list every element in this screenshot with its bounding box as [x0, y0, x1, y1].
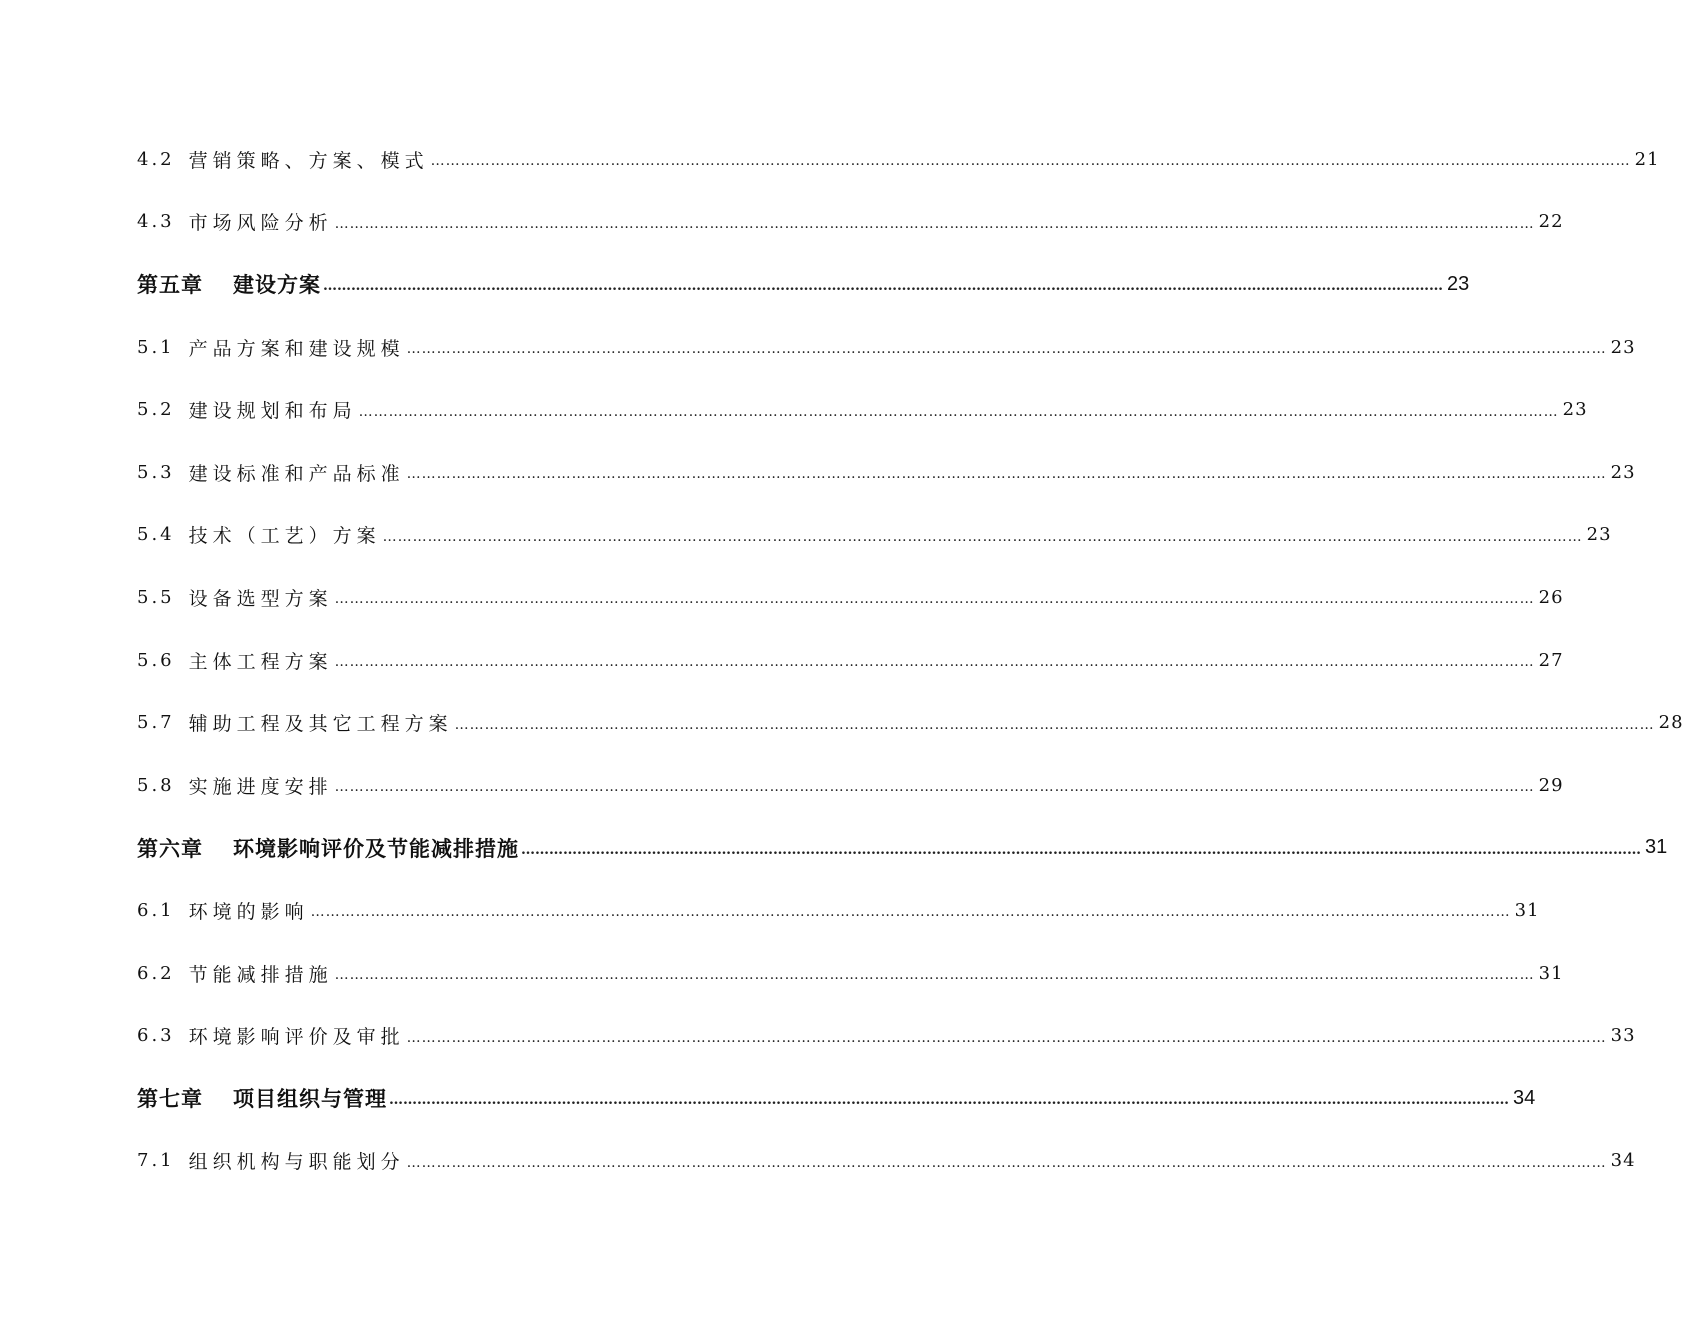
- page-number: 21: [1634, 148, 1660, 170]
- dot-leader: ……………………………………………………………………………………………………………………………………………………………………………………………………………………: [389, 1092, 1509, 1109]
- section-number: 7.1: [137, 1150, 175, 1172]
- chapter-label: 第七章: [137, 1087, 203, 1112]
- page-number: 31: [1645, 836, 1668, 859]
- dot-leader: ……………………………………………………………………………………………………………………………………………………………………………………………………………………: [323, 278, 1443, 295]
- toc-section-entry[interactable]: [137, 316, 1636, 379]
- dot-leader: ……………………………………………………………………………………………………………………………………………………………………………………………………………………: [406, 1029, 1607, 1046]
- dot-leader: ……………………………………………………………………………………………………………………………………………………………………………………………………………………: [382, 528, 1583, 545]
- entry-title: 辅助工程及其它工程方案: [188, 713, 453, 736]
- section-number: 5.8: [137, 774, 175, 796]
- entry-title: 主体工程方案: [188, 650, 333, 673]
- dot-leader: ……………………………………………………………………………………………………………………………………………………………………………………………………………………: [406, 341, 1607, 358]
- entry-title: 产品方案和建设规模: [188, 337, 405, 360]
- chapter-label: 第五章: [137, 273, 203, 298]
- dot-leader: ……………………………………………………………………………………………………………………………………………………………………………………………………………………: [406, 466, 1607, 483]
- section-number: 6.2: [137, 962, 175, 984]
- page-number: 31: [1538, 962, 1564, 984]
- dot-leader: ……………………………………………………………………………………………………………………………………………………………………………………………………………………: [334, 654, 1535, 671]
- section-number: 5.7: [137, 712, 175, 734]
- dot-leader: ……………………………………………………………………………………………………………………………………………………………………………………………………………………: [358, 403, 1559, 420]
- table-of-contents: [137, 128, 1684, 1192]
- entry-title: 实施进度安排: [188, 775, 333, 798]
- dot-leader: ……………………………………………………………………………………………………………………………………………………………………………………………………………………: [454, 716, 1655, 733]
- dot-leader: ……………………………………………………………………………………………………………………………………………………………………………………………………………………: [430, 153, 1631, 170]
- toc-chapter-entry[interactable]: [137, 817, 1668, 880]
- page-number: 27: [1538, 649, 1564, 671]
- toc-section-entry[interactable]: [137, 879, 1540, 942]
- dot-leader: ……………………………………………………………………………………………………………………………………………………………………………………………………………………: [334, 967, 1535, 984]
- toc-section-entry[interactable]: [137, 378, 1588, 441]
- page-number: 23: [1586, 524, 1612, 546]
- section-number: 4.2: [137, 148, 175, 170]
- page-number: 26: [1538, 586, 1564, 608]
- entry-title: 环境影响评价及审批: [188, 1026, 405, 1049]
- section-number: 6.1: [137, 899, 175, 921]
- toc-section-entry[interactable]: [137, 942, 1564, 1005]
- entry-title: 技术（工艺）方案: [188, 525, 381, 548]
- entry-title: 节能减排措施: [188, 963, 333, 986]
- page-number: 28: [1658, 712, 1684, 734]
- section-number: 5.5: [137, 586, 175, 608]
- section-number: 5.6: [137, 649, 175, 671]
- page-number: 29: [1538, 774, 1564, 796]
- chapter-label: 第六章: [137, 836, 203, 861]
- toc-section-entry[interactable]: [137, 504, 1612, 567]
- toc-chapter-entry[interactable]: [137, 1067, 1536, 1130]
- section-number: 6.3: [137, 1025, 175, 1047]
- page-number: 23: [1610, 461, 1636, 483]
- entry-title: 市场风险分析: [188, 212, 333, 235]
- page-number: 31: [1514, 899, 1540, 921]
- toc-section-entry[interactable]: [137, 441, 1636, 504]
- toc-section-entry[interactable]: [137, 191, 1564, 254]
- entry-title: 建设方案: [233, 273, 321, 298]
- entry-title: 环境影响评价及节能减排措施: [233, 836, 519, 861]
- toc-section-entry[interactable]: [137, 629, 1564, 692]
- section-number: 5.3: [137, 461, 175, 483]
- dot-leader: ……………………………………………………………………………………………………………………………………………………………………………………………………………………: [334, 215, 1535, 232]
- entry-title: 环境的影响: [188, 900, 309, 923]
- dot-leader: ……………………………………………………………………………………………………………………………………………………………………………………………………………………: [521, 841, 1641, 858]
- page-number: 34: [1513, 1086, 1536, 1109]
- section-number: 5.1: [137, 336, 175, 358]
- toc-section-entry[interactable]: [137, 566, 1564, 629]
- toc-section-entry[interactable]: [137, 691, 1684, 754]
- entry-title: 建设规划和布局: [188, 400, 357, 423]
- page-number: 23: [1610, 336, 1636, 358]
- toc-section-entry[interactable]: [137, 128, 1660, 191]
- section-number: 4.3: [137, 211, 175, 233]
- toc-section-entry[interactable]: [137, 1004, 1636, 1067]
- page-number: 33: [1610, 1025, 1636, 1047]
- dot-leader: ……………………………………………………………………………………………………………………………………………………………………………………………………………………: [334, 591, 1535, 608]
- dot-leader: ……………………………………………………………………………………………………………………………………………………………………………………………………………………: [334, 779, 1535, 796]
- toc-chapter-entry[interactable]: [137, 253, 1470, 316]
- page-number: 34: [1610, 1150, 1636, 1172]
- dot-leader: ……………………………………………………………………………………………………………………………………………………………………………………………………………………: [310, 904, 1511, 921]
- toc-section-entry[interactable]: [137, 754, 1564, 817]
- entry-title: 营销策略、方案、模式: [188, 149, 429, 172]
- entry-title: 项目组织与管理: [233, 1087, 387, 1112]
- entry-title: 建设标准和产品标准: [188, 462, 405, 485]
- entry-title: 组织机构与职能划分: [188, 1151, 405, 1174]
- entry-title: 设备选型方案: [188, 587, 333, 610]
- page-number: 23: [1562, 399, 1588, 421]
- section-number: 5.4: [137, 524, 175, 546]
- page-number: 23: [1447, 272, 1470, 295]
- toc-section-entry[interactable]: [137, 1130, 1636, 1193]
- page-number: 22: [1538, 211, 1564, 233]
- section-number: 5.2: [137, 399, 175, 421]
- dot-leader: ……………………………………………………………………………………………………………………………………………………………………………………………………………………: [406, 1154, 1607, 1171]
